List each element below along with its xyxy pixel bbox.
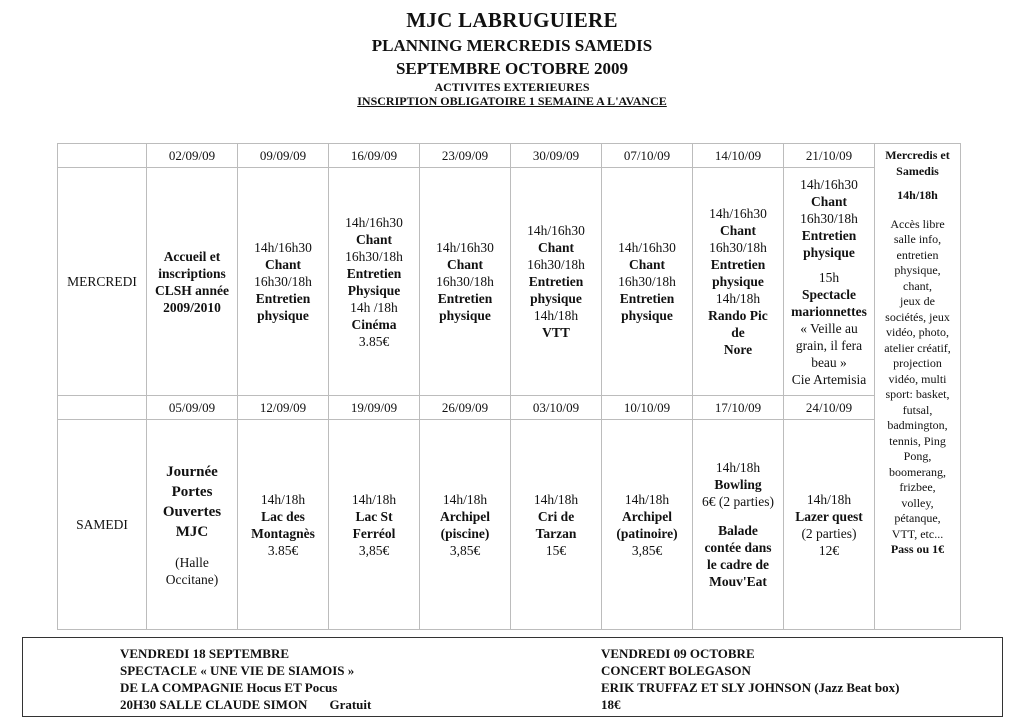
cell-line: 14h/16h30 xyxy=(345,214,403,230)
cell-line: (piscine) xyxy=(440,525,490,541)
cell-line: Chant xyxy=(628,257,665,272)
cell-line: contée dans xyxy=(704,540,772,555)
cell-line: marionnettes xyxy=(791,303,867,319)
cell-line: (Halle xyxy=(175,554,209,570)
samedi-date-row xyxy=(58,396,961,420)
side-line: tennis, Ping xyxy=(889,433,946,448)
date-cell: 07/10/09 xyxy=(602,144,693,168)
date-cell: 09/09/09 xyxy=(238,144,329,168)
side-line: chant, xyxy=(903,278,932,293)
page-title: MJC LABRUGUIERE xyxy=(406,8,618,32)
corner-cell xyxy=(58,396,147,420)
cell-line: Mouv'Eat xyxy=(709,574,767,589)
cell-line: grain, il fera xyxy=(795,337,863,353)
date-cell: 03/10/09 xyxy=(511,396,602,420)
cell-line: 14h/18h xyxy=(624,491,670,507)
date-cell: 19/09/09 xyxy=(329,396,420,420)
free-label: Gratuit xyxy=(329,697,372,712)
cell-line: 2009/2010 xyxy=(163,299,221,315)
event-line: DE LA COMPAGNIE Hocus ET Pocus xyxy=(120,680,338,695)
cell-line: Entretien xyxy=(801,227,857,243)
cell-line: physique xyxy=(712,274,764,289)
cell-line: 16h30/18h xyxy=(709,240,767,255)
cell-line: 3,85€ xyxy=(449,542,481,558)
side-line: Accès libre xyxy=(890,216,945,231)
cell-line: 16h30/18h xyxy=(800,210,858,226)
event-line: SPECTACLE « UNE VIE DE SIAMOIS » xyxy=(120,663,355,678)
cell-line: Chant xyxy=(537,240,574,255)
cell-line: le cadre de xyxy=(707,557,769,572)
side-heading: Mercredis et xyxy=(885,148,950,162)
side-line: vidéo, photo, xyxy=(886,325,949,339)
cell-line: 14h /18h xyxy=(350,299,398,315)
cell-line: 16h30/18h xyxy=(254,274,312,289)
event-line: 18€ xyxy=(601,697,621,712)
side-line: futsal, xyxy=(902,402,933,417)
mercredi-date-row xyxy=(58,144,961,168)
corner-cell xyxy=(58,144,147,168)
cell-line: 16h30/18h xyxy=(436,274,494,289)
side-line: salle info, xyxy=(893,232,942,246)
side-line: physique, xyxy=(894,263,941,277)
cell-line: 3,85€ xyxy=(358,542,390,558)
cell-line: 15€ xyxy=(545,542,567,558)
activity-cell xyxy=(238,168,329,396)
cell-line: 14h/18h xyxy=(806,491,852,507)
date-cell: 21/10/09 xyxy=(784,144,875,168)
cell-line: 14h/16h30 xyxy=(709,206,767,221)
side-line: sport: basket, xyxy=(885,387,950,401)
side-line: frizbee, xyxy=(899,480,936,494)
side-heading: Samedis xyxy=(896,163,939,178)
event-line: VENDREDI 09 OCTOBRE xyxy=(601,646,755,661)
event-venue: 20H30 SALLE CLAUDE SIMON xyxy=(120,697,308,712)
side-line: pétanque, xyxy=(894,511,941,525)
schedule-table xyxy=(57,143,961,630)
cell-line: Chant xyxy=(264,257,301,272)
date-cell: 05/09/09 xyxy=(147,396,238,420)
cell-line: physique xyxy=(621,308,673,323)
cell-line: 14h/18h xyxy=(351,491,397,507)
activity-cell xyxy=(329,168,420,396)
date-cell: 14/10/09 xyxy=(693,144,784,168)
cell-line: Portes xyxy=(171,483,213,500)
cell-line: Entretien xyxy=(437,291,493,306)
cell-line: 14h/16h30 xyxy=(527,223,585,238)
activity-cell xyxy=(693,420,784,630)
cell-line: 14h/16h30 xyxy=(800,176,858,192)
date-cell: 30/09/09 xyxy=(511,144,602,168)
event-bolegason xyxy=(601,645,899,713)
activity-cell xyxy=(784,420,875,630)
cell-line: Archipel xyxy=(440,508,490,524)
cell-line: Nore xyxy=(723,342,753,357)
activity-cell xyxy=(147,420,238,630)
mercredi-label: MERCREDI xyxy=(58,168,147,396)
cell-line: Entretien xyxy=(528,274,584,289)
side-line: boomerang, xyxy=(889,464,946,479)
cell-line: Chant xyxy=(719,223,756,238)
samedi-label: SAMEDI xyxy=(58,420,147,630)
date-cell: 26/09/09 xyxy=(420,396,511,420)
activity-cell xyxy=(147,168,238,396)
cell-line: Entretien xyxy=(346,265,402,281)
cell-line: 3,85€ xyxy=(631,542,663,558)
cell-line: 6€ (2 parties) xyxy=(702,494,774,509)
side-line: jeux de xyxy=(900,294,935,308)
activity-cell xyxy=(784,168,875,396)
activity-cell xyxy=(511,168,602,396)
cell-line: (patinoire) xyxy=(616,525,678,541)
activity-cell xyxy=(238,420,329,630)
activity-cell xyxy=(329,420,420,630)
cell-line: « Veille au xyxy=(800,320,858,336)
cell-line: Entretien xyxy=(619,291,675,306)
cell-line: 12€ xyxy=(818,542,840,558)
side-line: atelier créatif, xyxy=(884,340,951,355)
cell-line: 16h30/18h xyxy=(618,274,676,289)
date-cell: 02/09/09 xyxy=(147,144,238,168)
cell-line: (2 parties) xyxy=(801,525,857,541)
cell-line: Lac St xyxy=(355,508,393,524)
cell-line: CLSH année xyxy=(155,282,229,298)
date-cell: 16/09/09 xyxy=(329,144,420,168)
activity-cell xyxy=(420,168,511,396)
date-cell: 24/10/09 xyxy=(784,396,875,420)
cell-line: 15h xyxy=(818,269,840,285)
cell-line: Ouvertes xyxy=(162,503,222,520)
side-line: vidéo, multi xyxy=(888,371,947,386)
cell-line: de xyxy=(731,325,745,340)
cell-line: beau » xyxy=(811,354,847,370)
cell-line: Ferréol xyxy=(352,525,396,541)
side-line: Pong, xyxy=(903,449,932,463)
cell-line: Entretien xyxy=(255,291,311,306)
cell-line: MJC xyxy=(175,523,209,540)
cell-line: 14h/18h xyxy=(715,460,761,475)
cell-line: Bowling xyxy=(714,477,762,492)
date-cell: 17/10/09 xyxy=(693,396,784,420)
cell-line: 14h/18h xyxy=(533,308,579,323)
side-time: 14h/18h xyxy=(897,188,938,202)
side-line: entretien xyxy=(896,247,939,262)
cell-line: 14h/16h30 xyxy=(618,240,676,255)
cell-line: Cri de xyxy=(537,508,575,524)
cell-line: physique xyxy=(257,308,309,323)
planning-subtitle: PLANNING MERCREDIS SAMEDIS xyxy=(371,36,653,55)
cell-line: Occitane) xyxy=(165,571,219,587)
cell-line: Chant xyxy=(810,193,847,209)
cell-line: 3.85€ xyxy=(358,333,390,349)
cell-line: Archipel xyxy=(622,508,672,524)
cell-line: Rando Pic xyxy=(708,308,768,323)
cell-line: Lac des xyxy=(261,508,305,524)
date-cell: 23/09/09 xyxy=(420,144,511,168)
spacer xyxy=(149,542,235,554)
activity-cell xyxy=(420,420,511,630)
cell-line: Journée xyxy=(166,463,218,480)
cell-line: 3.85€ xyxy=(267,542,299,558)
side-line: projection xyxy=(893,356,942,370)
cell-line: Accueil et xyxy=(163,248,221,264)
cell-line: physique xyxy=(530,291,582,306)
activity-cell xyxy=(693,168,784,396)
cell-line: inscriptions xyxy=(158,265,226,281)
cell-line: physique xyxy=(803,244,855,260)
cell-line: Spectacle xyxy=(802,286,856,302)
cell-line: Lazer quest xyxy=(795,508,863,524)
cell-line: Balade xyxy=(718,523,758,538)
cell-line: VTT xyxy=(542,325,570,340)
cell-line: Chant xyxy=(446,257,483,272)
side-line: sociétés, jeux xyxy=(885,309,950,324)
cell-line: Cinéma xyxy=(351,316,397,332)
cell-line: 14h/18h xyxy=(715,291,761,306)
spacer xyxy=(786,261,872,269)
cell-line: 14h/18h xyxy=(260,491,306,507)
side-line: badmington, xyxy=(887,418,948,432)
mercredi-activity-row xyxy=(58,168,961,396)
event-siamois xyxy=(120,645,371,713)
cell-line: Chant xyxy=(355,231,392,247)
activities-heading: ACTIVITES EXTERIEURES xyxy=(434,80,590,94)
period-subtitle: SEPTEMBRE OCTOBRE 2009 xyxy=(395,59,629,78)
cell-line: 14h/18h xyxy=(442,491,488,507)
events-footer xyxy=(22,637,1003,717)
cell-line: Montagnès xyxy=(251,525,315,541)
cell-line: 16h30/18h xyxy=(345,248,403,264)
cell-line: Entretien xyxy=(710,257,766,272)
activity-cell xyxy=(602,420,693,630)
activity-cell xyxy=(511,420,602,630)
free-access-panel xyxy=(875,144,961,630)
cell-line: Physique xyxy=(347,282,401,298)
event-line xyxy=(120,696,371,713)
side-line: volley, xyxy=(901,495,934,510)
date-cell: 12/09/09 xyxy=(238,396,329,420)
cell-line: 14h/16h30 xyxy=(436,240,494,255)
event-line: ERIK TRUFFAZ ET SLY JOHNSON (Jazz Beat box) xyxy=(601,680,900,695)
cell-line: 14h/16h30 xyxy=(254,240,312,255)
side-line: VTT, etc... xyxy=(891,526,944,541)
samedi-activity-row xyxy=(58,420,961,630)
registration-notice: INSCRIPTION OBLIGATOIRE 1 SEMAINE A L'AVANCE xyxy=(357,94,667,108)
event-line: CONCERT BOLEGASON xyxy=(601,663,751,678)
event-line: VENDREDI 18 SEPTEMBRE xyxy=(120,646,290,661)
activity-cell xyxy=(602,168,693,396)
cell-line: Cie Artemisia xyxy=(791,371,867,387)
date-cell: 10/10/09 xyxy=(602,396,693,420)
cell-line: physique xyxy=(439,308,491,323)
spacer xyxy=(695,510,781,522)
cell-line: Tarzan xyxy=(535,525,577,541)
cell-line: 16h30/18h xyxy=(527,257,585,272)
side-price: Pass ou 1€ xyxy=(890,542,945,556)
cell-line: 14h/18h xyxy=(533,491,579,507)
